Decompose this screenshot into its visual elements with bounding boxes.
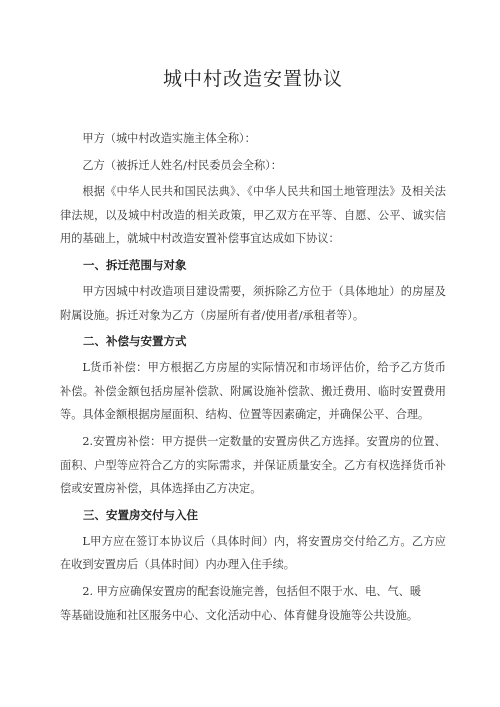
document-title: 城中村改造安置协议 (162, 68, 343, 90)
scope-paragraph: 甲方因城中村改造项目建设需要，须拆除乙方位于（具体地址）的房屋及附属设施。拆迁对象为乙方（房屋所有者/使用者/承租者等）。 (60, 284, 446, 322)
facilities-continuation: 等基础设施和社区服务中心、文化活动中心、体育健身设施等公共设施。 (60, 608, 419, 622)
section-heading-scope: 一、拆迁范围与对象 (83, 257, 187, 272)
preamble-paragraph: 根据《中华人民共和国民法典》、《中华人民共和国土地管理法》及相关法律法规，以及城中村改造的相关政策，甲乙双方在平等、自愿、公平、诚实信用的基础上，就城中村改造安置补偿事宜达成如下协议： (60, 185, 446, 246)
section-heading-delivery: 三、安置房交付与入住 (83, 507, 198, 522)
section-heading-compensation: 二、补偿与安置方式 (83, 334, 187, 349)
delivery-paragraph: L甲方应在签订本协议后（具体时间）内，将安置房交付给乙方。乙方应在收到安置房后（具体时间）内办理入住手续。 (60, 534, 446, 572)
monetary-compensation-paragraph: L货币补偿：甲方根据乙方房屋的实际情况和市场评估价，给予乙方货币补偿。补偿金额包括房屋补偿款、附属设施补偿款、搬迁费用、临时安置费用等。具体金额根据房屋面积、结构、位置等因素确定，并确保公平、合理。 (60, 361, 446, 422)
party-b-line: 乙方（被拆迁人姓名/村民委员会全称）： (82, 158, 282, 172)
party-a-line: 甲方（城中村改造实施主体全称）： (82, 132, 256, 145)
housing-compensation-paragraph: 2.安置房补偿：甲方提供一定数量的安置房供乙方选择。安置房的位置、面积、户型等应符合乙方的实际需求，并保证质量安全。乙方有权选择货币补偿或安置房补偿，具体选择由乙方决定。 (60, 434, 446, 496)
facilities-paragraph: 2. 甲方应确保安置房的配套设施完善，包括但不限于水、电、气、暖 (82, 584, 422, 598)
